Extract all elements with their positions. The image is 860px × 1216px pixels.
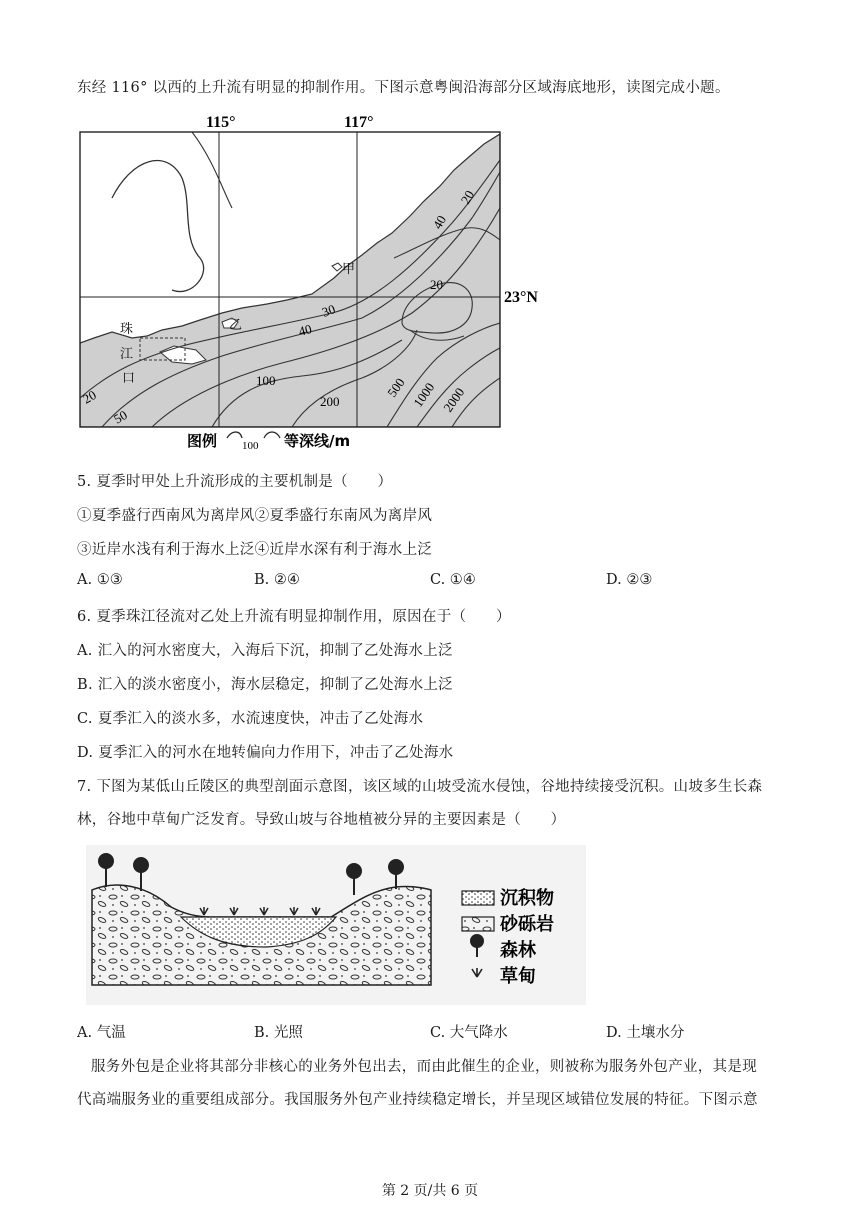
place-zhu: 珠 <box>120 322 134 337</box>
map-legend-text: 等深线/m <box>284 432 351 450</box>
legend-meadow: 草甸 <box>500 966 536 987</box>
map-legend-prefix: 图例 <box>187 432 218 450</box>
page-footer: 第 2 页/共 6 页 <box>381 1183 479 1199</box>
passage-line-2: 代高端服务业的重要组成部分。我国服务外包产业持续稳定增长，并呈现区域错位发展的特征。下图示意 <box>77 1092 758 1108</box>
contour-label: 20 <box>457 187 478 207</box>
place-yi: 乙 <box>229 318 243 333</box>
lon-115-label: 115° <box>206 114 236 131</box>
contour-label: 1000 <box>410 379 438 410</box>
legend-forest: 森林 <box>500 940 536 961</box>
q7-option-d[interactable]: D. 土壤水分 <box>606 1025 685 1041</box>
q6-option-d[interactable]: D. 夏季汇入的河水在地转偏向力作用下，冲击了乙处海水 <box>77 745 454 761</box>
seafloor-map <box>72 108 538 453</box>
intro-line: 东经 116° 以西的上升流有明显的抑制作用。下图示意粤闽沿海部分区域海底地形，读图完成小题。 <box>77 80 730 96</box>
contour-label: 100 <box>256 373 276 388</box>
contour-label: 20 <box>80 387 99 407</box>
contour-label: 30 <box>319 301 338 320</box>
q7-option-a[interactable]: A. 气温 <box>77 1025 126 1041</box>
q5-option-c[interactable]: C. ①④ <box>430 572 476 588</box>
place-jiang: 江 <box>120 347 134 362</box>
map-legend-sample: 100 <box>242 440 259 452</box>
valley-profile-figure <box>86 845 586 1005</box>
q6-option-b[interactable]: B. 汇入的淡水密度小，海水层稳定，抑制了乙处海水上泛 <box>77 677 453 693</box>
contour-label: 20 <box>430 277 443 292</box>
q7-option-c[interactable]: C. 大气降水 <box>430 1025 508 1041</box>
contour-label: 500 <box>384 375 408 400</box>
q5-option-b[interactable]: B. ②④ <box>254 572 300 588</box>
q7-option-b[interactable]: B. 光照 <box>254 1025 303 1041</box>
lon-117-label: 117° <box>344 114 374 131</box>
contour-label: 40 <box>296 321 314 339</box>
q6-option-c[interactable]: C. 夏季汇入的淡水多，水流速度快，冲击了乙处海水 <box>77 711 424 727</box>
legend-sandstone: 砂砾岩 <box>500 914 554 935</box>
q6-stem: 6. 夏季珠江径流对乙处上升流有明显抑制作用，原因在于（ ） <box>77 609 511 625</box>
q7-stem-line-1: 7. 下图为某低山丘陵区的典型剖面示意图，该区域的山坡受流水侵蚀，谷地持续接受沉积。山坡多生长森 <box>77 779 763 795</box>
q6-option-a[interactable]: A. 汇入的河水密度大，入海后下沉，抑制了乙处海水上泛 <box>77 643 453 659</box>
lat-23n-label: 23°N <box>504 289 538 306</box>
contour-label: 40 <box>429 212 450 232</box>
q5-option-d[interactable]: D. ②③ <box>606 572 653 588</box>
passage-line-1: 服务外包是企业将其部分非核心的业务外包出去，而由此催生的企业，则被称为服务外包产业，其是现 <box>91 1059 757 1075</box>
contour-label: 2000 <box>440 384 468 415</box>
place-kou: 口 <box>122 371 136 386</box>
q5-stem: 5. 夏季时甲处上升流形成的主要机制是（ ） <box>77 474 393 490</box>
contour-label: 200 <box>320 394 340 409</box>
q5-option-a[interactable]: A. ①③ <box>77 572 123 588</box>
contour-label: 50 <box>111 407 130 427</box>
q5-statement-1: ①夏季盛行西南风为离岸风②夏季盛行东南风为离岸风 <box>77 508 433 524</box>
q7-stem-line-2: 林，谷地中草甸广泛发育。导致山坡与谷地植被分异的主要因素是（ ） <box>77 812 566 828</box>
place-jia: 甲 <box>342 262 356 277</box>
q5-statement-2: ③近岸水浅有利于海水上泛④近岸水深有利于海水上泛 <box>77 542 433 558</box>
legend-sediment: 沉积物 <box>500 888 554 909</box>
